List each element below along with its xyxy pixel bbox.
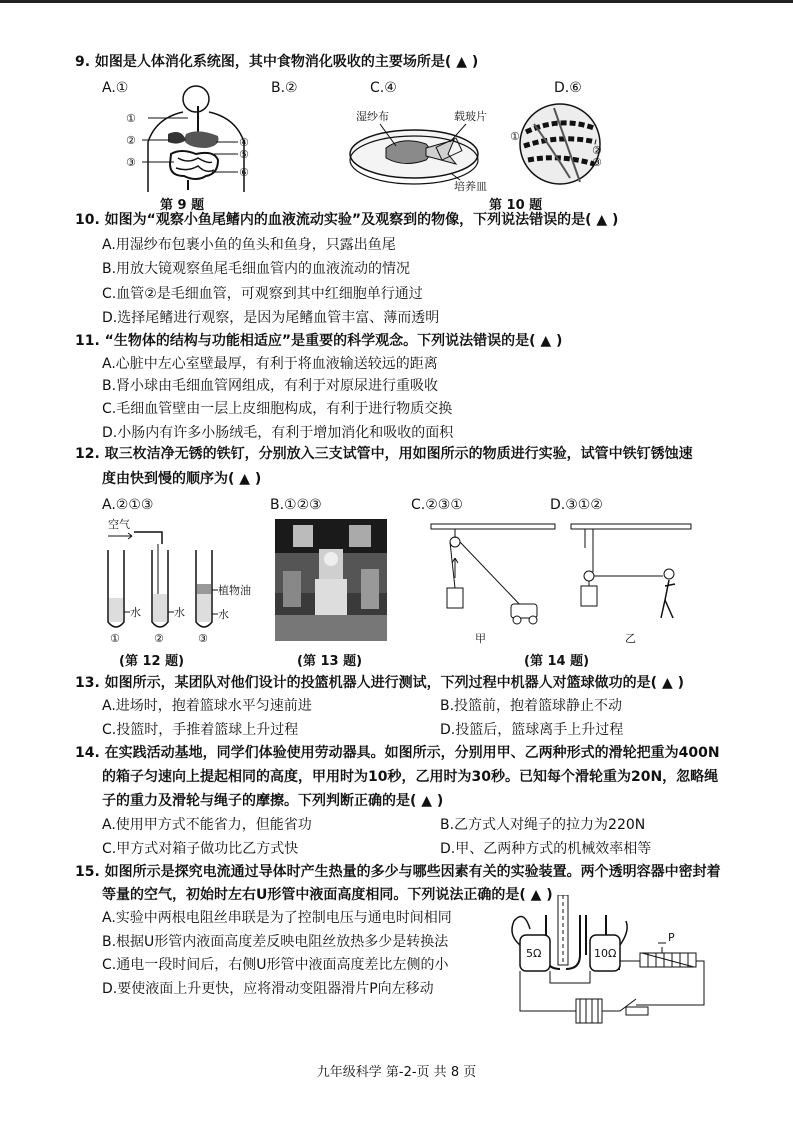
q15-option-d: D.要使液面上升更快，应将滑动变阻器滑片P向左移动 <box>102 981 434 997</box>
fig9-label-1: ① <box>126 112 136 125</box>
fig15-label-r1: 5Ω <box>526 947 542 960</box>
fig12-label-water2: 水 <box>174 606 185 619</box>
q11-option-d: D.小肠内有许多小肠绒毛，有利于增加消化和吸收的面积 <box>102 425 454 441</box>
q15-stem-line1: 15. 如图所示是探究电流通过导体时产生热量的多少与哪些因素有关的实验装置。两个透明容器中密封着 <box>75 864 721 880</box>
test-tubes-figure <box>100 514 270 644</box>
fig15-label-p: P <box>668 931 675 944</box>
fig12-label-oil: 植物油 <box>218 584 251 597</box>
fig12-label-t2: ② <box>154 632 164 644</box>
fig14-caption: (第 14 题) <box>524 654 590 669</box>
q9-option-a: A.① <box>102 80 129 96</box>
joule-heating-apparatus-figure <box>508 895 708 1045</box>
fig9-label-6: ⑥ <box>239 166 249 179</box>
fig10-label-dish: 培养皿 <box>454 180 487 193</box>
q9-option-c: C.④ <box>370 80 397 96</box>
q15-option-b: B.根据U形管内液面高度差反映电阻丝放热多少是转换法 <box>102 934 449 950</box>
q13-stem: 13. 如图所示，某团队对他们设计的投篮机器人进行测试，下列过程中机器人对篮球做功的是( ▲ ) <box>75 675 684 691</box>
digestive-system-figure <box>126 84 256 194</box>
q14-stem-line3: 子的重力及滑轮与绳子的摩擦。下列判断正确的是( ▲ ) <box>102 793 444 809</box>
q14-option-a: A.使用甲方式不能省力，但能省功 <box>102 817 312 833</box>
q9-stem: 9. 如图是人体消化系统图，其中食物消化吸收的主要场所是( ▲ ) <box>75 54 479 70</box>
q10-option-a: A.用湿纱布包裹小鱼的鱼头和鱼身，只露出鱼尾 <box>102 237 396 253</box>
q12-option-c: C.②③① <box>411 497 463 513</box>
fig10-label-slide: 载玻片 <box>454 110 487 123</box>
fig13-caption: (第 13 题) <box>297 654 363 669</box>
fig14-label-jia: 甲 <box>475 632 486 645</box>
fish-dish-figure <box>342 102 512 194</box>
q15-option-c: C.通电一段时间后，右侧U形管中液面高度差比左侧的小 <box>102 957 449 973</box>
q15-stem-line2: 等量的空气，初始时左右U形管中液面高度相同。下列说法正确的是( ▲ ) <box>102 887 553 903</box>
q10-option-d: D.选择尾鳍进行观察，是因为尾鳍血管丰富、薄而透明 <box>102 310 440 326</box>
fig12-label-air: 空气 <box>108 518 130 531</box>
q11-option-c: C.毛细血管壁由一层上皮细胞构成，有利于进行物质交换 <box>102 401 453 417</box>
q11-option-b: B.肾小球由毛细血管网组成，有利于对原尿进行重吸收 <box>102 378 439 394</box>
q15-option-a: A.实验中两根电阻丝串联是为了控制电压与通电时间相同 <box>102 910 452 926</box>
q10-stem: 10. 如图为“观察小鱼尾鳍内的血液流动实验”及观察到的物像，下列说法错误的是( ▲ ) <box>75 212 619 228</box>
q13-option-b: B.投篮前，抱着篮球静止不动 <box>440 698 623 714</box>
fig12-label-t3: ③ <box>198 632 208 644</box>
q14-stem-line2: 的箱子匀速向上提起相同的高度，甲用时为10秒，乙用时为30秒。已知每个滑轮重为20N，忽略绳 <box>102 769 719 785</box>
q10-option-b: B.用放大镜观察鱼尾毛细血管内的血液流动的情况 <box>102 261 411 277</box>
pulley-figure <box>425 518 695 648</box>
fig10-caption: 第 10 题 <box>489 198 543 213</box>
q11-option-a: A.心脏中左心室壁最厚，有利于将血液输送较远的距离 <box>102 356 438 372</box>
fig9-label-4: ④ <box>239 136 249 149</box>
fig9-label-3: ③ <box>126 156 136 169</box>
robot-basketball-photo <box>275 519 387 641</box>
q12-option-b: B.①②③ <box>270 497 322 513</box>
top-border-line <box>0 0 793 3</box>
q13-option-d: D.投篮后，篮球离手上升过程 <box>440 722 624 738</box>
q12-option-a: A.②①③ <box>102 497 154 513</box>
q9-option-b: B.② <box>271 80 298 96</box>
q9-option-d: D.⑥ <box>554 80 582 96</box>
q14-option-b: B.乙方式人对绳子的拉力为220N <box>440 817 646 833</box>
blood-vessel-figure <box>510 98 605 190</box>
q12-stem-line1: 12. 取三枚洁净无锈的铁钉，分别放入三支试管中，用如图所示的物质进行实验，试管中铁钉锈蚀速 <box>75 446 693 462</box>
fig10-label-cloth: 湿纱布 <box>356 110 389 123</box>
fig10-label-n2: ② <box>592 144 602 157</box>
q13-option-a: A.进场时，抱着篮球水平匀速前进 <box>102 698 312 714</box>
q13-option-c: C.投篮时，手推着篮球上升过程 <box>102 722 299 738</box>
q12-option-d: D.③①② <box>550 497 603 513</box>
fig12-label-t1: ① <box>110 632 120 644</box>
fig10-label-n3: ③ <box>592 156 602 169</box>
fig9-label-2: ② <box>126 134 136 147</box>
q10-option-c: C.血管②是毛细血管，可观察到其中红细胞单行通过 <box>102 286 423 302</box>
q14-option-c: C.甲方式对箱子做功比乙方式快 <box>102 841 299 857</box>
q12-stem-line2: 度由快到慢的顺序为( ▲ ) <box>102 471 262 487</box>
fig15-label-r2: 10Ω <box>594 947 617 960</box>
fig9-label-5: ⑤ <box>239 148 249 161</box>
q11-stem: 11. “生物体的结构与功能相适应”是重要的科学观念。下列说法错误的是( ▲ ) <box>75 333 563 349</box>
fig10-label-n1: ① <box>510 130 520 143</box>
fig12-caption: (第 12 题) <box>119 654 185 669</box>
fig12-label-water3: 水 <box>218 608 229 621</box>
page-footer: 九年级科学 第-2-页 共 8 页 <box>316 1065 477 1080</box>
q14-option-d: D.甲、乙两种方式的机械效率相等 <box>440 841 652 857</box>
fig9-caption: 第 9 题 <box>160 198 205 213</box>
fig14-label-yi: 乙 <box>625 632 636 645</box>
fig12-label-water1: 水 <box>130 606 141 619</box>
q14-stem-line1: 14. 在实践活动基地，同学们体验使用劳动器具。如图所示，分别用甲、乙两种形式的滑轮把重为400N <box>75 745 720 761</box>
